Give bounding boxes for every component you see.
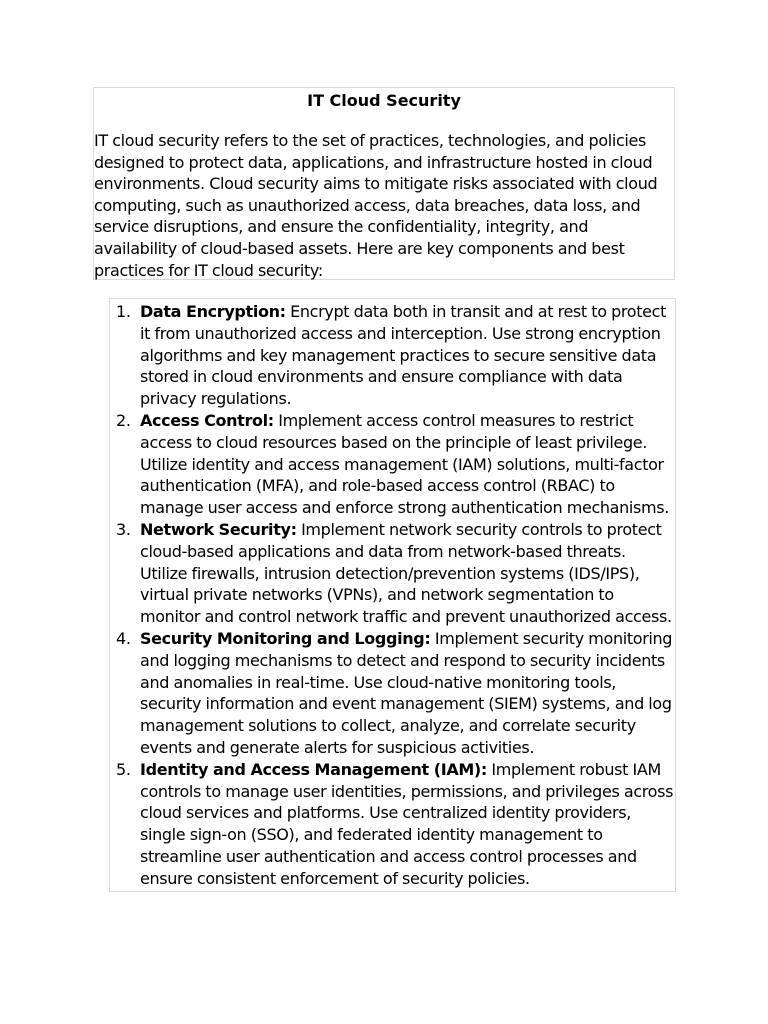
list-item-text: Implement robust IAM controls to manage user identities, permissions, and privileges across cloud services and platforms. Use centralized identity providers, single sign-on (SSO), and federated identity management to streamline user authentication and access control processes and ensure consistent enforcement of security policies. — [140, 759, 674, 888]
intro-paragraph: IT cloud security refers to the set of practices, technologies, and policies designed to protect data, applications, and infrastructure hosted in cloud environments. Cloud security aims to mitigate risks associated with cloud computing, such as unauthorized access, data breaches, data loss, and service disruptions, and ensure the confidentiality, integrity, and availability of cloud-based assets. Here are key components and best practices for IT cloud security: — [94, 131, 658, 280]
list-item-term: Network Security: — [140, 519, 297, 539]
page-title: IT Cloud Security — [307, 91, 461, 110]
practices-section — [109, 298, 676, 892]
list-item-number: 3. — [116, 519, 131, 539]
list-item-text: Encrypt data both in transit and at rest to protect it from unauthorized access and interception. Use strong encryption algorithms and key management practices to secure sensitive data stored in cloud environments and ensure compliance with data privacy regulations. — [140, 302, 666, 409]
list-item — [110, 299, 675, 410]
list-item — [110, 759, 675, 890]
list-item — [110, 519, 675, 628]
list-item-number: 2. — [116, 410, 131, 430]
list-item — [110, 410, 675, 519]
list-item-text: Implement access control measures to restrict access to cloud resources based on the principle of least privilege. Utilize identity and access management (IAM) solutions, multi-factor authentication (MFA), and role-based access control (RBAC) to manage user access and enforce strong authentication mechanisms. — [140, 410, 669, 518]
practices-list — [110, 299, 675, 890]
list-item-term: Data Encryption: — [140, 302, 286, 321]
list-item-term: Identity and Access Management (IAM): — [140, 759, 487, 779]
intro-section — [93, 87, 675, 280]
list-item-number: 5. — [116, 759, 131, 779]
list-item — [110, 628, 675, 759]
list-item-number: 1. — [116, 302, 131, 321]
list-item-number: 4. — [116, 628, 131, 648]
list-item-term: Access Control: — [140, 410, 274, 430]
list-item-text: Implement network security controls to protect cloud-based applications and data from network-based threats. Utilize firewalls, intrusion detection/prevention systems (IDS/IPS), virtual private networks (VPNs), and network segmentation to monitor and control network traffic and prevent unauthorized access. — [140, 519, 672, 627]
list-item-text: Implement security monitoring and logging mechanisms to detect and respond to security incidents and anomalies in real-time. Use cloud-native monitoring tools, security information and event management (SIEM) systems, and log management solutions to collect, analyze, and correlate security events and generate alerts for suspicious activities. — [140, 628, 673, 757]
list-item-term: Security Monitoring and Logging: — [140, 628, 431, 648]
